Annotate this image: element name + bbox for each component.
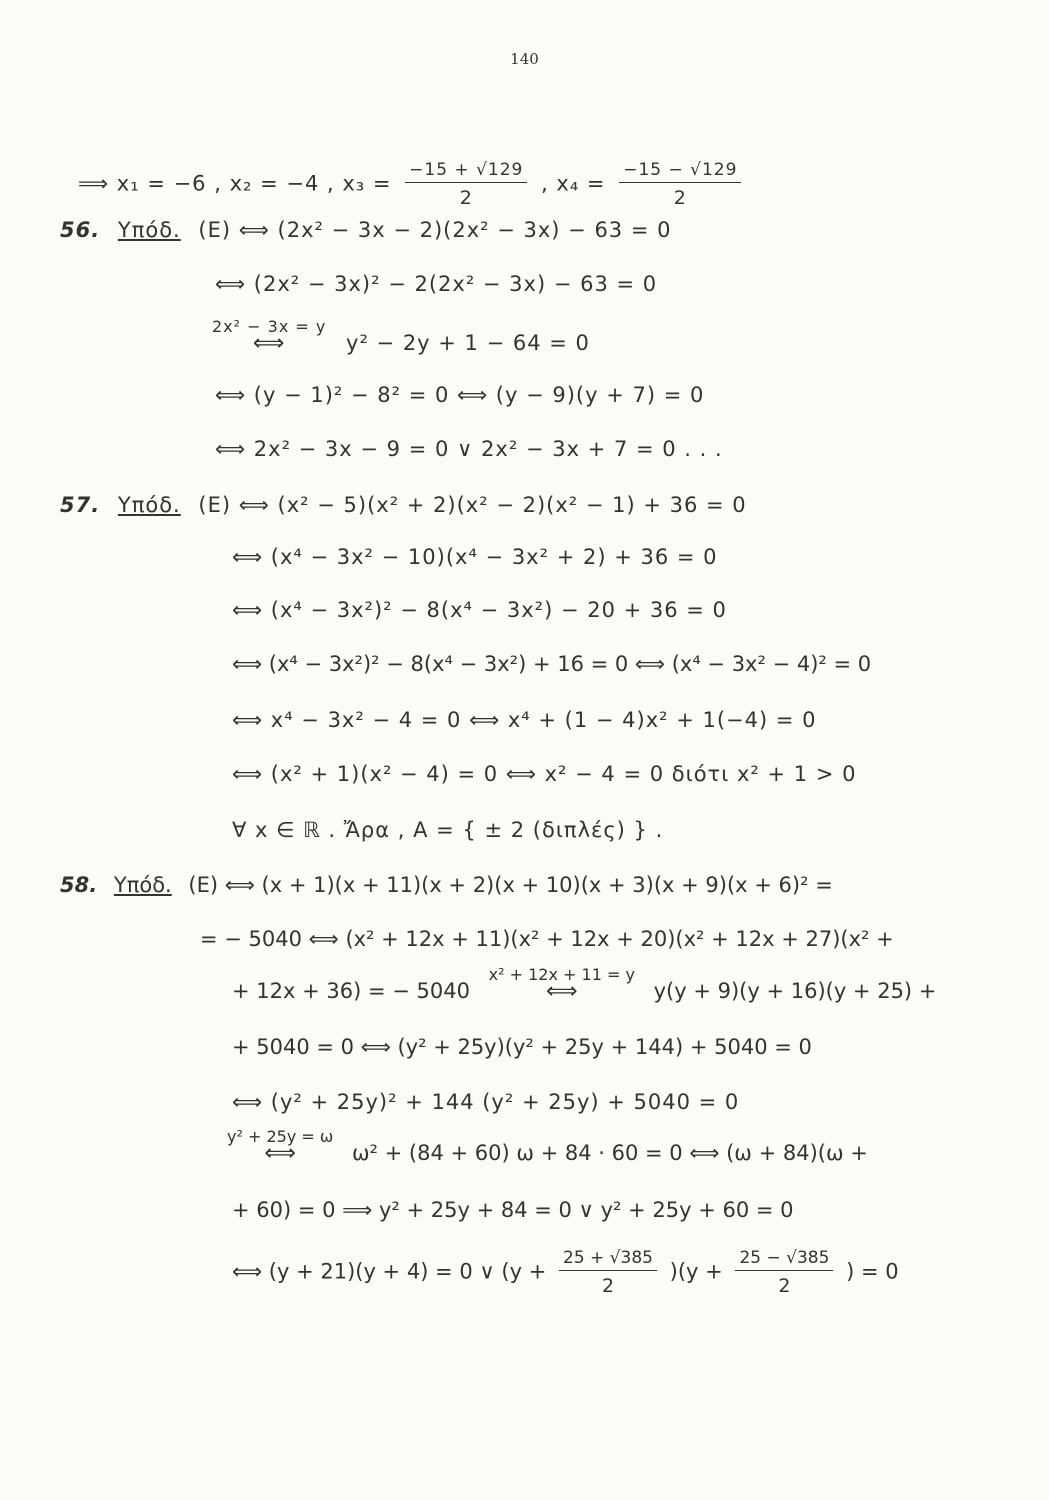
ex56-line-4 (215, 383, 704, 407)
solutions-line (78, 160, 747, 209)
ex57-eq-5: ⟺ x⁴ − 3x² − 4 = 0 ⟺ x⁴ + (1 − 4)x² + 1(−4) = 0 (232, 708, 817, 732)
ex57-eq-3: ⟺ (x⁴ − 3x²)² − 8(x⁴ − 3x²) − 20 + 36 = 0 (232, 598, 727, 622)
ex58-line-4 (232, 1035, 812, 1059)
ex57-line-7 (232, 818, 663, 842)
ex56-line-3 (200, 318, 590, 355)
ex56-substitution-arrow (212, 317, 327, 356)
ex56-line-1 (60, 218, 671, 242)
ex58-line-2 (200, 927, 894, 951)
double-arrow-icon: ⟺ (252, 331, 286, 356)
ex56-line-2 (215, 272, 657, 296)
ex57-line-6 (232, 762, 856, 786)
ex57-hint-label: Υπόδ. (117, 493, 181, 517)
ex56-eq-3: y² − 2y + 1 − 64 = 0 (346, 331, 590, 355)
ex58-eq-5: ⟺ (y² + 25y)² + 144 (y² + 25y) + 5040 = 0 (232, 1090, 740, 1114)
ex57-eq-6: ⟺ (x² + 1)(x² − 4) = 0 ⟺ x² − 4 = 0 διότι x² + 1 > 0 (232, 762, 857, 786)
ex58-fraction-2-numerator: 25 − √385 (735, 1248, 833, 1271)
ex56-eq-2: ⟺ (2x² − 3x)² − 2(2x² − 3x) − 63 = 0 (215, 272, 658, 296)
ex58-eq-3a: + 12x + 36) = − 5040 (232, 979, 470, 1003)
ex58-line-8 (232, 1248, 899, 1297)
ex58-line-7 (232, 1198, 794, 1222)
ex58-substitution-label-1: x² + 12x + 11 = y (488, 965, 635, 984)
ex58-eq-4: + 5040 = 0 ⟺ (y² + 25y)(y² + 25y + 144) + 5040 = 0 (232, 1035, 812, 1059)
ex58-fraction-1 (559, 1248, 657, 1297)
ex58-line-6 (215, 1128, 868, 1165)
ex57-eq-4: ⟺ (x⁴ − 3x²)² − 8(x⁴ − 3x²) + 16 = 0 ⟺ (x⁴ − 3x² − 4)² = 0 (232, 652, 872, 676)
double-arrow-icon: ⟺ (264, 1141, 296, 1166)
ex56-eq-1: (E) ⟺ (2x² − 3x − 2)(2x² − 3x) − 63 = 0 (198, 218, 672, 242)
double-arrow-icon: ⟺ (546, 979, 578, 1004)
ex57-line-1 (60, 493, 747, 517)
x3-fraction (405, 160, 527, 209)
ex57-conclusion: ∀ x ∈ ℝ . Ἄρα , A = { ± 2 (διπλές) } . (232, 818, 664, 842)
ex58-eq-6: ω² + (84 + 60) ω + 84 · 60 = 0 ⟺ (ω + 84)(ω + (351, 1141, 868, 1165)
implies-arrow: ⟹ (78, 171, 110, 196)
x4-numerator: −15 − √129 (619, 160, 741, 183)
ex56-hint-label: Υπόδ. (117, 218, 181, 242)
page-number: 140 (510, 50, 539, 68)
ex56-eq-4: ⟺ (y − 1)² − 8² = 0 ⟺ (y − 9)(y + 7) = 0 (215, 383, 705, 407)
ex58-fraction-1-denominator: 2 (601, 1275, 615, 1297)
ex58-eq-1: (E) ⟺ (x + 1)(x + 11)(x + 2)(x + 10)(x + 3)(x + 9)(x + 6)² = (188, 873, 833, 897)
ex58-eq-3b: y(y + 9)(y + 16)(y + 25) + (653, 979, 937, 1003)
ex57-eq-1: (E) ⟺ (x² − 5)(x² + 2)(x² − 2)(x² − 1) + 36 = 0 (198, 493, 747, 517)
ex58-line-3 (232, 966, 936, 1003)
ex58-substitution-arrow-2 (227, 1127, 334, 1166)
x3-denominator: 2 (459, 187, 473, 209)
solutions-text: x₁ = −6 , x₂ = −4 , x₃ = (116, 171, 392, 196)
ex58-substitution-arrow-1 (488, 965, 635, 1004)
ex58-substitution-label-2: y² + 25y = ω (227, 1127, 334, 1146)
ex57-line-3 (232, 598, 727, 622)
ex58-line-5 (232, 1090, 739, 1114)
ex58-hint-label: Υπόδ. (113, 873, 172, 897)
ex58-eq-2: = − 5040 ⟺ (x² + 12x + 11)(x² + 12x + 20)(x² + 12x + 27)(x² + (200, 927, 894, 951)
ex58-eq-8-end: ) = 0 (846, 1259, 899, 1284)
x4-denominator: 2 (673, 187, 687, 209)
ex58-eq-8a: ⟺ (y + 21)(y + 4) = 0 ∨ (y + (232, 1259, 547, 1284)
ex58-line-1 (60, 873, 833, 897)
ex58-fraction-2 (735, 1248, 833, 1297)
ex56-number: 56. (60, 218, 101, 242)
ex57-eq-2: ⟺ (x⁴ − 3x² − 10)(x⁴ − 3x² + 2) + 36 = 0 (232, 545, 718, 569)
ex57-line-2 (232, 545, 718, 569)
ex58-number: 58. (60, 873, 98, 897)
x4-fraction (619, 160, 741, 209)
ex56-substitution-label: 2x² − 3x = y (212, 317, 327, 336)
ex56-line-5 (215, 437, 723, 461)
ex58-fraction-1-numerator: 25 + √385 (559, 1248, 657, 1271)
ex57-line-5 (232, 708, 817, 732)
x3-numerator: −15 + √129 (405, 160, 527, 183)
ex58-eq-8-mid: )(y + (669, 1259, 723, 1284)
ex57-line-4 (232, 652, 871, 676)
ex57-number: 57. (60, 493, 101, 517)
ex58-fraction-2-denominator: 2 (778, 1275, 791, 1297)
ex58-eq-7: + 60) = 0 ⟹ y² + 25y + 84 = 0 ∨ y² + 25y + 60 = 0 (232, 1198, 794, 1222)
x4-label: , x₄ = (541, 171, 606, 196)
ex56-eq-5: ⟺ 2x² − 3x − 9 = 0 ∨ 2x² − 3x + 7 = 0 . . . (215, 437, 723, 461)
